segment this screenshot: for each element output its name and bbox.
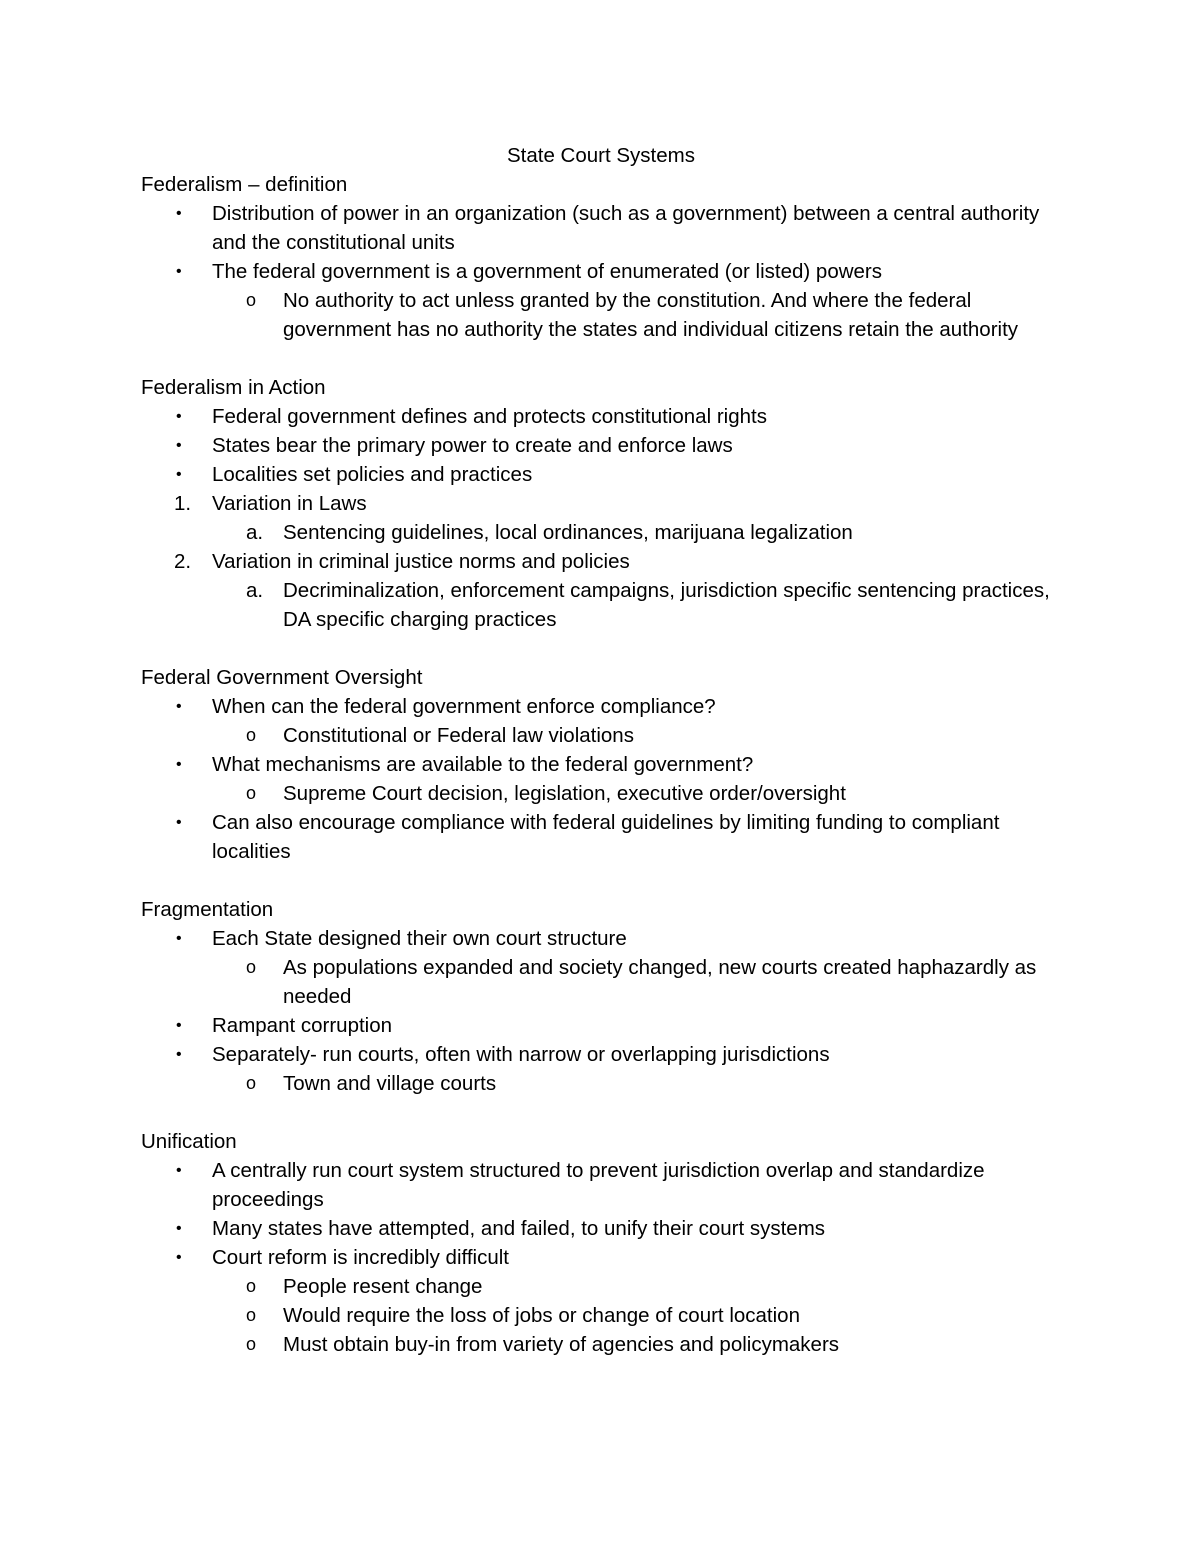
- list-item: [141, 808, 1061, 866]
- number-marker: 1.: [174, 492, 192, 515]
- bullet-list: [141, 402, 1061, 489]
- section-heading: Fragmentation: [141, 898, 274, 921]
- bullet-list: [141, 1156, 1061, 1359]
- sub-list-item: [141, 721, 1061, 750]
- alpha-marker: a.: [246, 521, 264, 544]
- list-item-text: Can also encourage compliance with federal guidelines by limiting funding to compliant localities: [212, 811, 1000, 863]
- section-federal-government-oversight: [141, 663, 1061, 866]
- bullet-marker: •: [176, 930, 182, 947]
- bullet-marker: •: [176, 466, 182, 483]
- list-item-text: Variation in criminal justice norms and policies: [212, 550, 630, 573]
- bullet-marker: •: [176, 756, 182, 773]
- list-item-text: When can the federal government enforce compliance?: [212, 695, 716, 718]
- bullet-marker: •: [176, 814, 182, 831]
- list-item: [141, 924, 1061, 953]
- list-item-text: Separately- run courts, often with narrow or overlapping jurisdictions: [212, 1043, 830, 1066]
- list-item-text: Court reform is incredibly difficult: [212, 1246, 509, 1269]
- number-marker: 2.: [174, 550, 192, 573]
- circle-marker: o: [246, 725, 257, 745]
- list-item-text: Decriminalization, enforcement campaigns, jurisdiction specific sentencing practices, DA specific charging practices: [283, 579, 1050, 631]
- list-item-text: Rampant corruption: [212, 1014, 393, 1037]
- list-item-text: People resent change: [283, 1275, 483, 1298]
- list-item: [141, 1214, 1061, 1243]
- list-item: [141, 1243, 1061, 1272]
- circle-marker: o: [246, 1305, 257, 1325]
- list-item-text: As populations expanded and society changed, new courts created haphazardly as needed: [283, 956, 1037, 1008]
- list-item: [141, 1011, 1061, 1040]
- section-heading: Federalism – definition: [141, 173, 348, 196]
- circle-marker: o: [246, 1334, 257, 1354]
- section-heading: Federal Government Oversight: [141, 666, 423, 689]
- list-item-text: The federal government is a government of enumerated (or listed) powers: [212, 260, 883, 283]
- list-item-text: Supreme Court decision, legislation, executive order/oversight: [283, 782, 846, 805]
- sub-list-item: [141, 1069, 1061, 1098]
- section-fragmentation: [141, 895, 1061, 1098]
- list-item: [141, 1156, 1061, 1214]
- list-item-text: Must obtain buy-in from variety of agencies and policymakers: [283, 1333, 840, 1356]
- bullet-list: [141, 692, 1061, 866]
- bullet-marker: •: [176, 408, 182, 425]
- circle-marker: o: [246, 290, 257, 310]
- numbered-item: [141, 489, 1061, 518]
- list-item-text: States bear the primary power to create and enforce laws: [212, 434, 733, 457]
- list-item: [141, 431, 1061, 460]
- bullet-marker: •: [176, 698, 182, 715]
- sub-list-item: [141, 953, 1061, 1011]
- circle-marker: o: [246, 1276, 257, 1296]
- bullet-list: [141, 199, 1061, 344]
- bullet-marker: •: [176, 1046, 182, 1063]
- document-page: [141, 141, 1061, 1388]
- alpha-marker: a.: [246, 579, 264, 602]
- list-item-text: Town and village courts: [283, 1072, 497, 1095]
- section-unification: [141, 1127, 1061, 1359]
- list-item-text: Many states have attempted, and failed, to unify their court systems: [212, 1217, 826, 1240]
- list-item: [141, 257, 1061, 286]
- sub-list-item: [141, 1301, 1061, 1330]
- numbered-list: [141, 489, 1061, 634]
- section-federalism-definition: [141, 170, 1061, 344]
- list-item-text: Sentencing guidelines, local ordinances, marijuana legalization: [283, 521, 853, 544]
- list-item: [141, 199, 1061, 257]
- bullet-list: [141, 924, 1061, 1098]
- list-item-text: Variation in Laws: [212, 492, 367, 515]
- list-item: [141, 460, 1061, 489]
- bullet-marker: •: [176, 205, 182, 222]
- list-item: [141, 750, 1061, 779]
- list-item-text: Federal government defines and protects constitutional rights: [212, 405, 767, 428]
- list-item-text: Would require the loss of jobs or change of court location: [283, 1304, 800, 1327]
- bullet-marker: •: [176, 263, 182, 280]
- list-item-text: Localities set policies and practices: [212, 463, 533, 486]
- numbered-item: [141, 547, 1061, 576]
- list-item-text: A centrally run court system structured to prevent jurisdiction overlap and standardize proceedings: [212, 1159, 985, 1211]
- list-item: [141, 402, 1061, 431]
- bullet-marker: •: [176, 437, 182, 454]
- circle-marker: o: [246, 957, 257, 977]
- sub-list-item: [141, 1272, 1061, 1301]
- circle-marker: o: [246, 783, 257, 803]
- list-item: [141, 1040, 1061, 1069]
- list-item-text: No authority to act unless granted by the constitution. And where the federal government has no authority the states and individual citizens retain the authority: [283, 289, 1019, 341]
- document-title: State Court Systems: [507, 144, 695, 167]
- list-item-text: Constitutional or Federal law violations: [283, 724, 634, 747]
- sub-list-item: [141, 286, 1061, 344]
- list-item-text: Distribution of power in an organization (such as a government) between a central authority and the constitutional units: [212, 202, 1040, 254]
- bullet-marker: •: [176, 1220, 182, 1237]
- list-item-text: What mechanisms are available to the federal government?: [212, 753, 754, 776]
- sub-list-item: [141, 779, 1061, 808]
- bullet-marker: •: [176, 1162, 182, 1179]
- circle-marker: o: [246, 1073, 257, 1093]
- list-item-text: Each State designed their own court structure: [212, 927, 627, 950]
- bullet-marker: •: [176, 1249, 182, 1266]
- section-federalism-in-action: [141, 373, 1061, 634]
- section-heading: Federalism in Action: [141, 376, 326, 399]
- sub-list-item: [141, 1330, 1061, 1359]
- alpha-item: [141, 518, 1061, 547]
- alpha-item: [141, 576, 1061, 634]
- list-item: [141, 692, 1061, 721]
- section-heading: Unification: [141, 1130, 237, 1153]
- bullet-marker: •: [176, 1017, 182, 1034]
